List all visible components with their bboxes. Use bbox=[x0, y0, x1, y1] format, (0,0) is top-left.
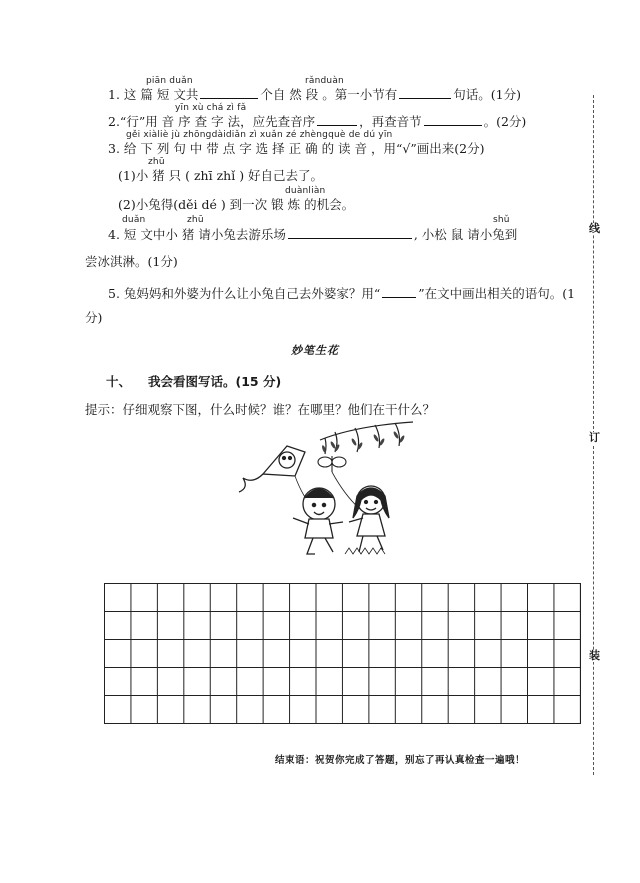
question-5-cont: 分) bbox=[85, 310, 103, 325]
willow-branches-icon bbox=[320, 422, 413, 454]
question-2 bbox=[108, 113, 526, 130]
girl-icon bbox=[349, 486, 389, 552]
boy-icon bbox=[293, 488, 343, 554]
q1-text-a: 1. 这 篇 短 文共 bbox=[108, 87, 199, 102]
binding-mark-bind: 装 bbox=[589, 649, 600, 662]
question-3: 3. 给 下 列 句 中 带 点 字 选 择 正 确 的 读 音 ，用“√”画出来(2分) bbox=[108, 141, 485, 156]
q1-pinyin-a: piān duǎn bbox=[146, 76, 193, 86]
q4-pinyin-b: zhū bbox=[187, 215, 204, 225]
section-10-hint: 提示：仔细观察下图，什么时候？谁？在哪里？他们在干什么？ bbox=[85, 402, 436, 417]
question-3-sub-2: (2)小兔得(děi dé ) 到一次 锻 炼 的机会。 bbox=[118, 197, 355, 212]
question-4 bbox=[108, 226, 517, 243]
children-flying-kite-illustration bbox=[235, 418, 425, 560]
q2-blank-1[interactable] bbox=[317, 113, 357, 126]
q2-text-c: 。(2分) bbox=[483, 114, 527, 129]
q2-text-b: ，再查音节 bbox=[359, 114, 422, 129]
q5-text-b: ”在文中画出相关的语句。(1 bbox=[418, 286, 576, 301]
q1-text-c: 句话。(1分) bbox=[453, 87, 521, 102]
q2-text-a: 2.“行”用 音 序 查 字 法，应先查音序 bbox=[108, 114, 316, 129]
q3-sub2-pinyin: duànliàn bbox=[285, 186, 326, 196]
q5-text-a: 5. 兔妈妈和外婆为什么让小兔自己去外婆家？用“ bbox=[108, 286, 381, 301]
q4-blank[interactable] bbox=[288, 226, 412, 239]
q4-text-b: , 小松 鼠 请小兔到 bbox=[413, 227, 518, 242]
butterfly-kite-icon bbox=[318, 456, 346, 472]
q1-blank-2[interactable] bbox=[399, 86, 451, 99]
question-4-cont: 尝冰淇淋。(1分) bbox=[85, 254, 178, 269]
section-10-number: 十、 bbox=[106, 374, 132, 389]
writing-grid[interactable] bbox=[104, 583, 581, 724]
binding-mark-line: 线 bbox=[589, 222, 600, 235]
grass-icon bbox=[345, 548, 385, 554]
q2-blank-2[interactable] bbox=[424, 113, 482, 126]
section-10-heading: 我会看图写话。(15 分) bbox=[148, 374, 282, 389]
section-title: 妙笔生花 bbox=[291, 344, 339, 357]
q4-pinyin-a: duǎn bbox=[122, 215, 146, 225]
question-5 bbox=[108, 285, 575, 302]
q3-pinyin: gěi xiàliè jù zhōngdàidiǎn zì xuǎn zé zhèngquè de dú yīn bbox=[126, 130, 393, 140]
q1-blank-1[interactable] bbox=[200, 86, 258, 99]
binding-mark-order: 订 bbox=[589, 431, 600, 444]
q2-pinyin: yīn xù chá zì fǎ bbox=[175, 103, 247, 113]
q3-sub1-pinyin: zhū bbox=[148, 157, 165, 167]
q1-pinyin-b: rǎnduàn bbox=[305, 76, 344, 86]
kite-icon bbox=[239, 446, 305, 492]
question-3-sub-1: (1)小 猪 只 ( zhī zhǐ ) 好自己去了。 bbox=[118, 168, 324, 183]
question-1 bbox=[108, 86, 521, 103]
q5-blank[interactable] bbox=[382, 285, 416, 298]
closing-remark: 结束语：祝贺你完成了答题，别忘了再认真检查一遍哦！ bbox=[275, 755, 526, 766]
q1-text-b: 个自 然 段 。第一小节有 bbox=[260, 87, 398, 102]
q4-text-a: 4. 短 文中小 猪 请小兔去游乐场 bbox=[108, 227, 286, 242]
q4-pinyin-c: shǔ bbox=[493, 215, 510, 225]
